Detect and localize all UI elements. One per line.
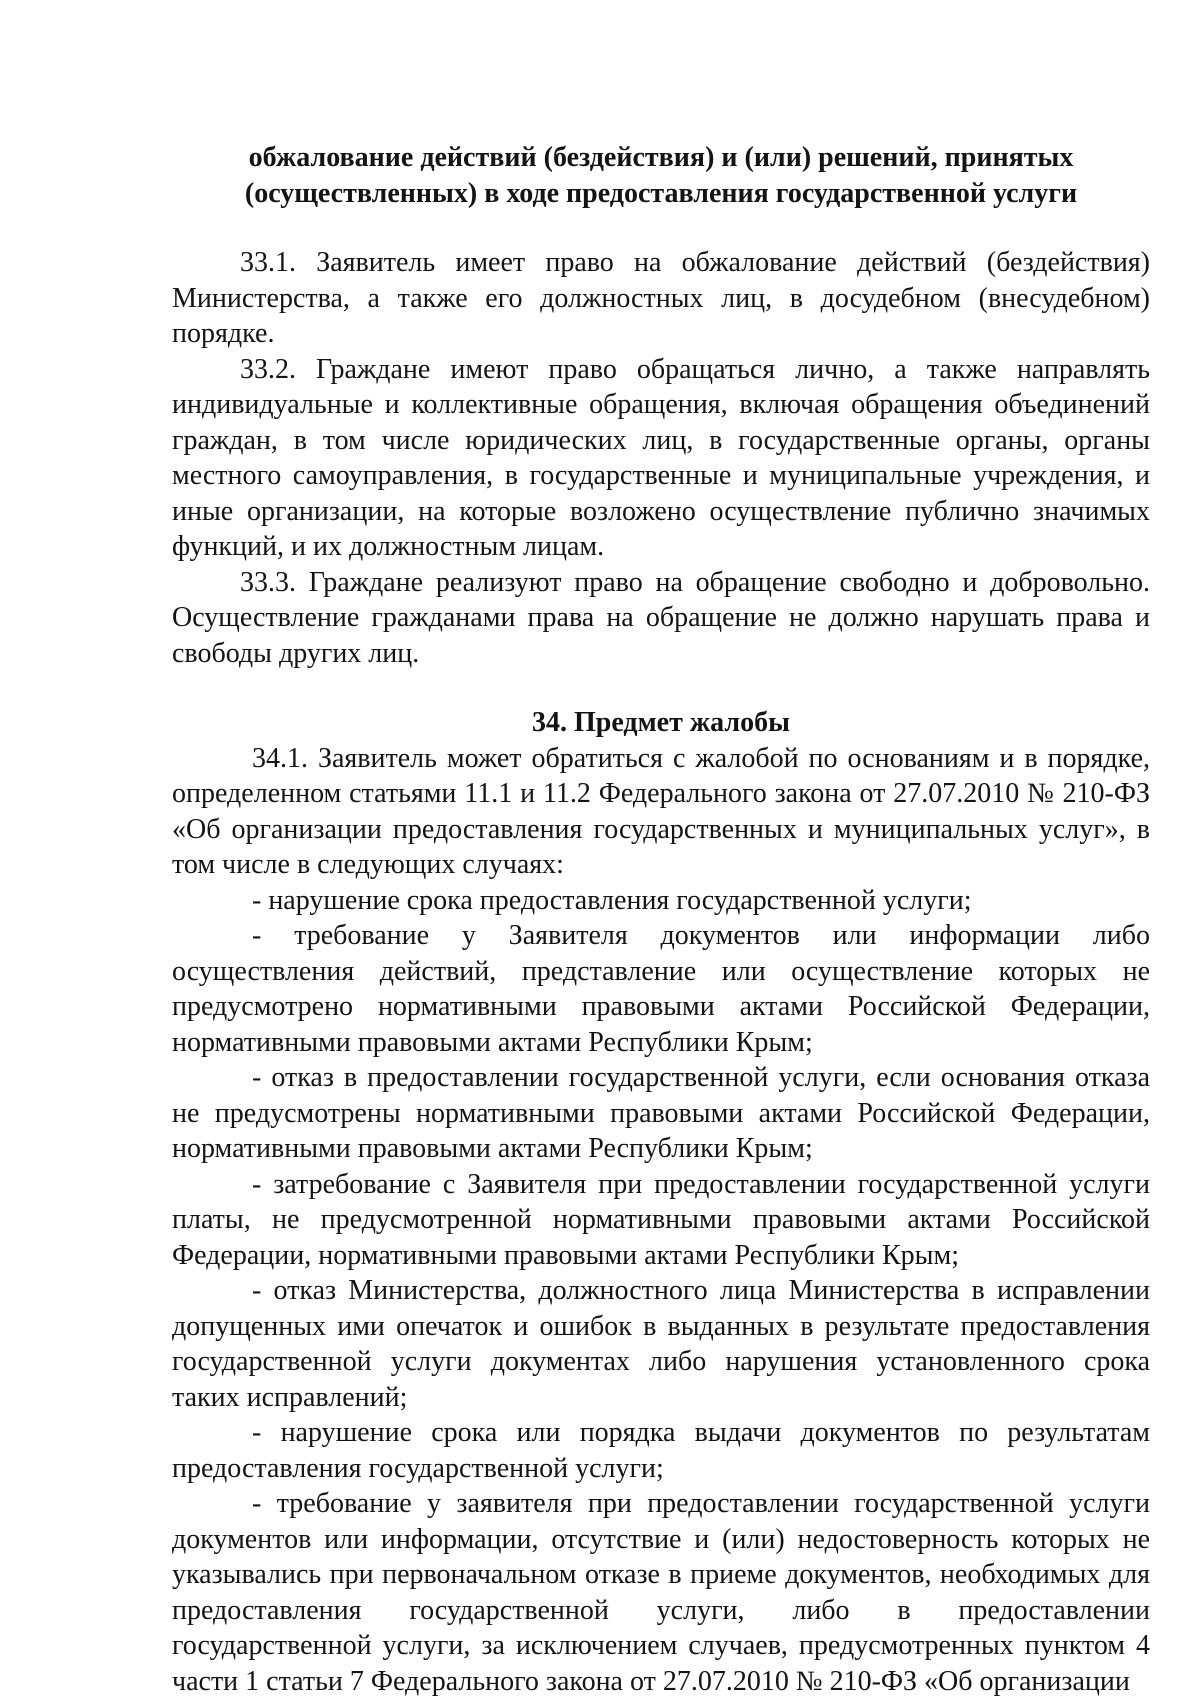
list-item: - нарушение срока предоставления государственной услуги; [252, 884, 972, 916]
list-item: - затребование с Заявителя при предоставлении государственной услуги платы, не предусмотренной нормативными правовыми актами Российской Федерации, нормативными правовыми актами Республики Крым; [172, 1168, 1150, 1271]
section-heading-34: 34. Предмет жалобы [532, 707, 790, 738]
list-item: - отказ Министерства, должностного лица Министерства в исправлении допущенных ими опечаток и ошибок в выданных в результате предоставления государственной услуги документах либо нарушения установленного срока таких исправлений; [172, 1275, 1150, 1413]
list-item: - требование у заявителя при предоставлении государственной услуги документов или информации, отсутствие и (или) недостоверность которых не указывались при первоначальном отказе в приеме документов, необходимых для предоставления государственной услуги, либо в предоставлении государственной услуги, за исключением случаев, предусмотренных пунктом 4 части 1 статьи 7 Федерального закона от 27.07.2010 № 210-ФЗ «Об организации [172, 1488, 1150, 1697]
section-heading-appeal: обжалование действий (бездействия) и (или) решений, принятых (осуществленных) в ходе предоставления государственной услуги [244, 142, 1078, 209]
paragraph-33-3: 33.3. Граждане реализуют право на обращение свободно и добровольно. Осуществление гражданами права на обращение не должно нарушать права и свободы других лиц. [172, 566, 1150, 669]
paragraph-34-1: 34.1. Заявитель может обратиться с жалобой по основаниям и в порядке, определенном статьями 11.1 и 11.2 Федерального закона от 27.07.2010 № 210-ФЗ «Об организации предоставления государственных и муниципальных услуг», в том числе в следующих случаях: [172, 742, 1150, 880]
paragraph-33-1: 33.1. Заявитель имеет право на обжалование действий (бездействия) Министерства, а также его должностных лиц, в досудебном (внесудебном) порядке. [172, 247, 1150, 349]
spacer [172, 211, 1150, 245]
list-item: - требование у Заявителя документов или информации либо осуществления действий, представление или осуществление которых не предусмотрено нормативными правовыми актами Российской Федерации, нормативными правовыми актами Республики Крым; [172, 920, 1150, 1058]
spacer [172, 671, 1150, 705]
paragraph-33-2: 33.2. Граждане имеют право обращаться лично, а также направлять индивидуальные и коллективные обращения, включая обращения объединений граждан, в том числе юридических лиц, в государственные органы, органы местного самоуправления, в государственные и муниципальные учреждения, и иные организации, на которые возложено осуществление публично значимых функций, и их должностным лицам. [172, 353, 1150, 562]
document-page [172, 140, 1150, 1699]
list-item: - нарушение срока или порядка выдачи документов по результатам предоставления государственной услуги; [172, 1417, 1150, 1484]
list-item: - отказ в предоставлении государственной услуги, если основания отказа не предусмотрены нормативными правовыми актами Российской Федерации, нормативными правовыми актами Республики Крым; [172, 1062, 1150, 1164]
